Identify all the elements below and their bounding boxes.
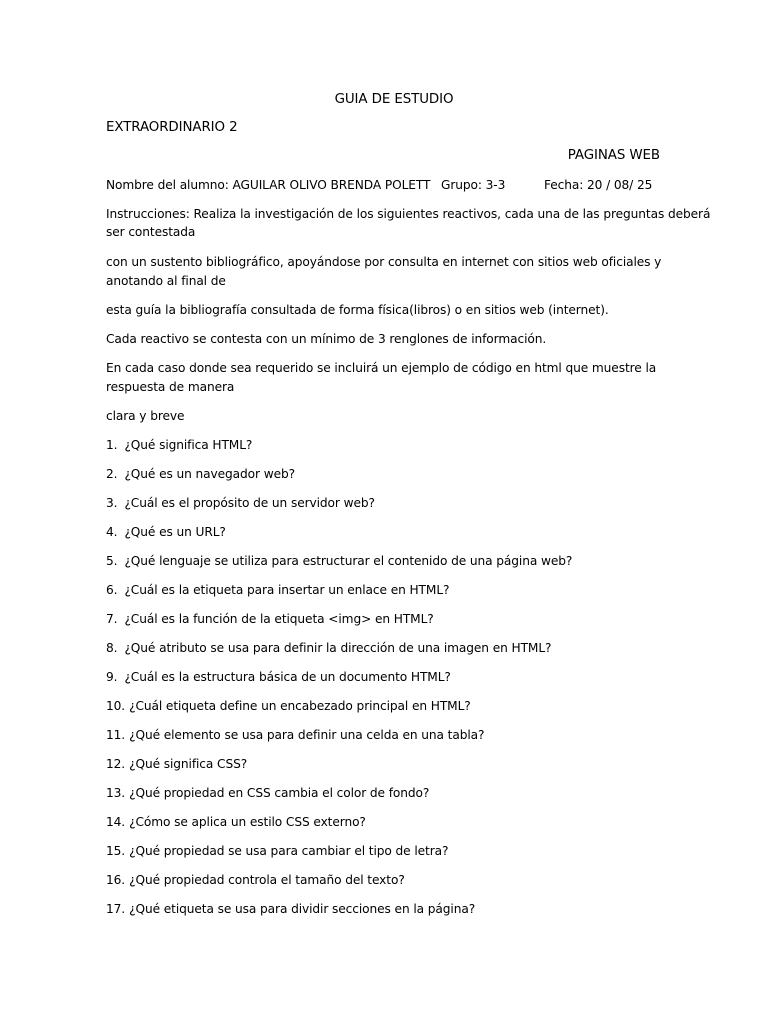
question-number: 6. — [106, 583, 118, 597]
question-item — [106, 552, 572, 570]
question-text: ¿Qué es un URL? — [124, 525, 226, 539]
instructions-line: ser contestada — [106, 225, 196, 239]
question-number: 17. — [106, 902, 126, 916]
instructions-line: respuesta de manera — [106, 380, 235, 394]
question-text: ¿Qué atributo se usa para definir la dirección de una imagen en HTML? — [124, 641, 552, 655]
question-item — [106, 900, 475, 918]
question-number: 7. — [106, 612, 118, 626]
question-number: 5. — [106, 554, 118, 568]
question-item — [106, 494, 375, 512]
subject-heading: PAGINAS WEB — [567, 148, 660, 163]
instructions-line: clara y breve — [106, 409, 185, 423]
question-number: 13. — [106, 786, 126, 800]
question-number: 9. — [106, 670, 118, 684]
question-item — [106, 755, 247, 773]
question-item — [106, 813, 366, 831]
instructions-line: Instrucciones: Realiza la investigación de los siguientes reactivos, cada una de las preguntas deberá — [106, 207, 711, 221]
question-item — [106, 871, 405, 889]
document-date: Fecha: 20 / 08/ 25 — [544, 178, 653, 192]
instructions-line: esta guía la bibliografía consultada de forma física(libros) o en sitios web (internet). — [106, 303, 609, 317]
question-number: 2. — [106, 467, 118, 481]
question-item — [106, 639, 551, 657]
student-group: Grupo: 3-3 — [441, 178, 506, 192]
question-text: ¿Cuál es la etiqueta para insertar un enlace en HTML? — [124, 583, 450, 597]
question-item — [106, 465, 295, 483]
question-item — [106, 784, 429, 802]
question-number: 4. — [106, 525, 118, 539]
question-number: 11. — [106, 728, 126, 742]
question-number: 14. — [106, 815, 126, 829]
instructions-line: con un sustento bibliográfico, apoyándose por consulta en internet con sitios web oficiales y — [106, 255, 662, 269]
question-text: ¿Cómo se aplica un estilo CSS externo? — [129, 815, 366, 829]
question-item — [106, 523, 226, 541]
document-title: GUIA DE ESTUDIO — [334, 92, 454, 107]
question-text: ¿Cuál es la estructura básica de un documento HTML? — [124, 670, 451, 684]
question-number: 8. — [106, 641, 118, 655]
question-number: 10. — [106, 699, 126, 713]
question-number: 16. — [106, 873, 126, 887]
question-text: ¿Cuál es la función de la etiqueta <img> en HTML? — [124, 612, 434, 626]
question-text: ¿Qué es un navegador web? — [124, 467, 295, 481]
question-text: ¿Cuál etiqueta define un encabezado principal en HTML? — [129, 699, 471, 713]
question-item — [106, 697, 471, 715]
student-name: Nombre del alumno: AGUILAR OLIVO BRENDA POLETT — [106, 178, 431, 192]
question-text: ¿Qué propiedad en CSS cambia el color de fondo? — [129, 786, 430, 800]
question-number: 12. — [106, 757, 126, 771]
question-text: ¿Qué propiedad se usa para cambiar el tipo de letra? — [129, 844, 449, 858]
question-text: ¿Qué propiedad controla el tamaño del texto? — [129, 873, 405, 887]
question-item — [106, 610, 434, 628]
question-item — [106, 668, 451, 686]
question-item — [106, 726, 484, 744]
instructions-line: Cada reactivo se contesta con un mínimo de 3 renglones de información. — [106, 332, 547, 346]
instructions-line: En cada caso donde sea requerido se incluirá un ejemplo de código en html que muestre la — [106, 361, 657, 375]
question-number: 15. — [106, 844, 126, 858]
question-text: ¿Qué lenguaje se utiliza para estructurar el contenido de una página web? — [124, 554, 573, 568]
question-text: ¿Qué significa CSS? — [129, 757, 248, 771]
question-text: ¿Qué elemento se usa para definir una celda en una tabla? — [129, 728, 485, 742]
question-item — [106, 842, 448, 860]
question-text: ¿Qué etiqueta se usa para dividir secciones en la página? — [129, 902, 476, 916]
question-item — [106, 581, 449, 599]
question-number: 3. — [106, 496, 118, 510]
question-text: ¿Qué significa HTML? — [124, 438, 253, 452]
instructions-line: anotando al final de — [106, 274, 226, 288]
question-number: 1. — [106, 438, 118, 452]
question-text: ¿Cuál es el propósito de un servidor web? — [124, 496, 375, 510]
question-item — [106, 436, 252, 454]
document-subtitle: EXTRAORDINARIO 2 — [106, 120, 238, 135]
